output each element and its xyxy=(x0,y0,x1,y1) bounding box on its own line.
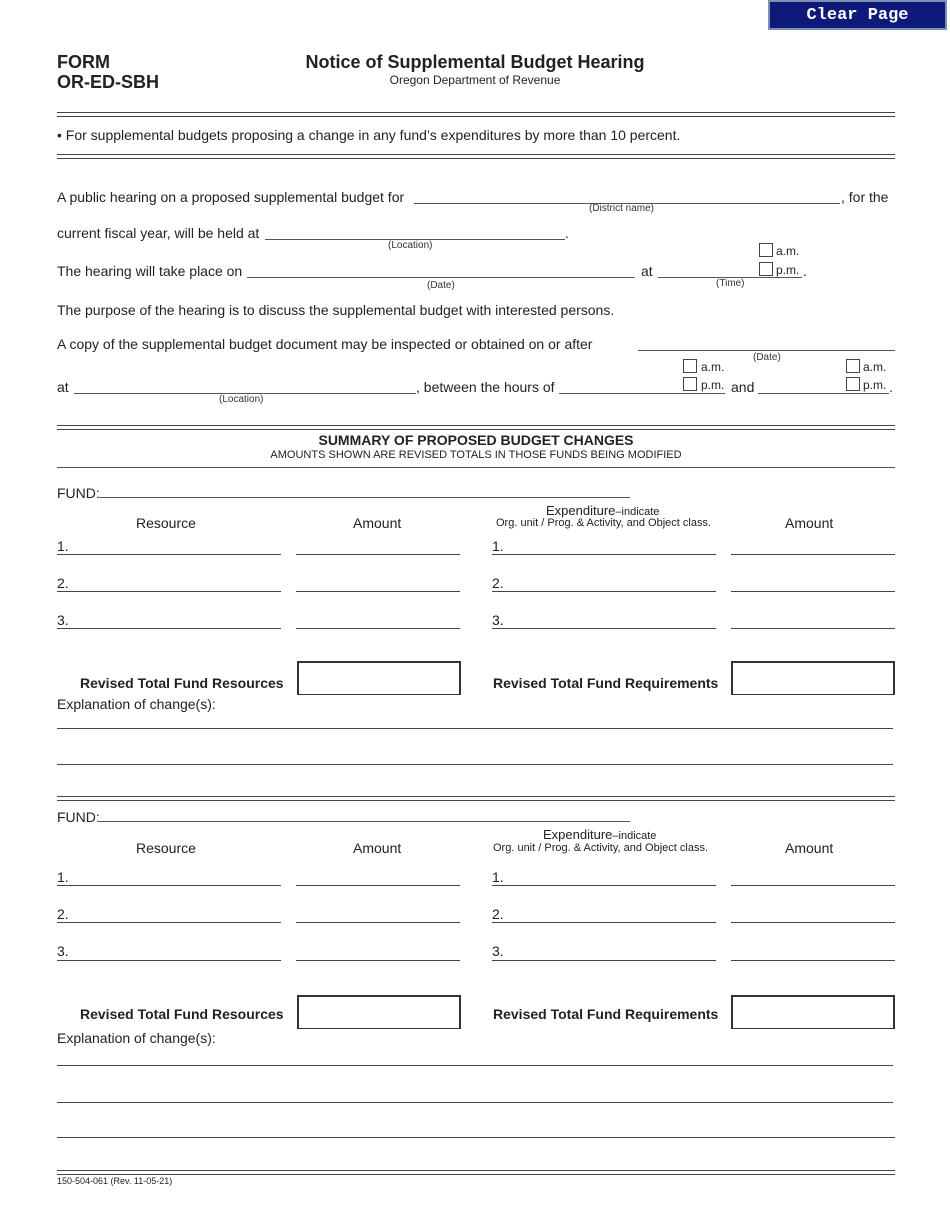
period: . xyxy=(889,379,893,395)
hearing-am-checkbox[interactable] xyxy=(759,243,773,257)
and-label: and xyxy=(731,379,755,395)
amount-header: Amount xyxy=(353,515,402,531)
total-resources-field[interactable] xyxy=(297,995,461,1029)
row-number: 3. xyxy=(492,943,504,959)
form-id: OR-ED-SBH xyxy=(57,72,159,92)
divider xyxy=(57,112,895,117)
copy-date-caption: (Date) xyxy=(753,352,781,363)
expenditure-amount-field-3[interactable] xyxy=(731,960,895,961)
resource-header: Resource xyxy=(136,515,196,531)
expenditure-header xyxy=(546,503,659,518)
hearing-line1-text: A public hearing on a proposed supplemental budget for xyxy=(57,189,405,205)
expenditure-amount-field-2[interactable] xyxy=(731,591,895,592)
expenditure-header xyxy=(543,827,656,842)
am-label: a.m. xyxy=(863,360,887,374)
total-resources-field[interactable] xyxy=(297,661,461,695)
hearing-line2-text: current fiscal year, will be held at xyxy=(57,225,260,241)
form-label: FORM xyxy=(57,52,110,72)
end-pm-checkbox[interactable] xyxy=(846,377,860,391)
explanation-line-3[interactable] xyxy=(57,1137,895,1138)
row-number: 3. xyxy=(492,612,504,628)
expenditure-field-1[interactable] xyxy=(492,554,716,555)
pm-label: p.m. xyxy=(863,378,887,392)
expenditure-header-label: Expenditure xyxy=(543,827,613,842)
purpose-text: The purpose of the hearing is to discuss the supplemental budget with interested persons. xyxy=(57,302,615,318)
fund-label: FUND: xyxy=(57,485,100,501)
expenditure-amount-field-3[interactable] xyxy=(731,628,895,629)
district-caption: (District name) xyxy=(589,203,655,214)
pm-label: p.m. xyxy=(776,263,800,277)
time-caption: (Time) xyxy=(716,278,745,289)
expenditure-indicate: –indicate xyxy=(615,506,660,518)
expenditure-field-2[interactable] xyxy=(492,922,716,923)
period: . xyxy=(803,263,807,279)
expenditure-subheader: Org. unit / Prog. & Activity, and Object class. xyxy=(496,517,711,529)
clear-page-button[interactable]: Clear Page xyxy=(768,0,947,30)
bullet-note: • For supplemental budgets proposing a change in any fund’s expenditures by more than 10 percent. xyxy=(57,127,681,143)
expenditure-field-3[interactable] xyxy=(492,628,716,629)
explanation-line-2[interactable] xyxy=(57,1102,893,1103)
am-label: a.m. xyxy=(776,244,800,258)
copy-location-caption: (Location) xyxy=(219,394,264,405)
expenditure-amount-field-1[interactable] xyxy=(731,885,895,886)
date-caption: (Date) xyxy=(427,280,455,291)
row-number: 2. xyxy=(57,575,69,591)
form-revision: 150-504-061 (Rev. 11-05-21) xyxy=(57,1176,173,1186)
expenditure-amount-field-2[interactable] xyxy=(731,922,895,923)
copy-line-text: A copy of the supplemental budget document may be inspected or obtained on or after xyxy=(57,336,593,352)
fund-label: FUND: xyxy=(57,809,100,825)
resource-amount-field-1[interactable] xyxy=(296,554,460,555)
divider xyxy=(57,1170,895,1175)
total-requirements-label: Revised Total Fund Requirements xyxy=(493,675,719,691)
total-requirements-field[interactable] xyxy=(731,995,895,1029)
row-number: 1. xyxy=(492,538,504,554)
end-hour-field[interactable] xyxy=(758,393,889,394)
row-number: 3. xyxy=(57,612,69,628)
location-caption: (Location) xyxy=(388,240,433,251)
total-requirements-label: Revised Total Fund Requirements xyxy=(493,1006,719,1022)
resource-field-3[interactable] xyxy=(57,628,281,629)
hearing-pm-checkbox[interactable] xyxy=(759,262,773,276)
resource-amount-field-1[interactable] xyxy=(296,885,460,886)
explanation-line-2[interactable] xyxy=(57,764,893,765)
resource-amount-field-2[interactable] xyxy=(296,922,460,923)
row-number: 1. xyxy=(57,538,69,554)
start-am-checkbox[interactable] xyxy=(683,359,697,373)
expenditure-amount-field-1[interactable] xyxy=(731,554,895,555)
resource-amount-field-3[interactable] xyxy=(296,628,460,629)
expenditure-subheader: Org. unit / Prog. & Activity, and Object class. xyxy=(493,842,708,854)
start-hour-field[interactable] xyxy=(559,393,725,394)
total-requirements-field[interactable] xyxy=(731,661,895,695)
explanation-label: Explanation of change(s): xyxy=(57,1030,216,1046)
amount-header: Amount xyxy=(353,840,402,856)
row-number: 2. xyxy=(492,575,504,591)
resource-amount-field-3[interactable] xyxy=(296,960,460,961)
hearing-line3-text: The hearing will take place on xyxy=(57,263,243,279)
explanation-line-1[interactable] xyxy=(57,1065,893,1066)
fund-name-field[interactable] xyxy=(99,821,630,822)
row-number: 1. xyxy=(57,869,69,885)
hearing-date-field[interactable] xyxy=(247,277,635,278)
divider xyxy=(57,425,895,430)
explanation-line-1[interactable] xyxy=(57,728,893,729)
amount-header: Amount xyxy=(785,840,834,856)
row-number: 1. xyxy=(492,869,504,885)
resource-field-1[interactable] xyxy=(57,554,281,555)
expenditure-indicate: –indicate xyxy=(612,830,657,842)
row-number: 3. xyxy=(57,943,69,959)
total-resources-label: Revised Total Fund Resources xyxy=(80,675,284,691)
start-pm-checkbox[interactable] xyxy=(683,377,697,391)
expenditure-field-2[interactable] xyxy=(492,591,716,592)
row-number: 2. xyxy=(492,906,504,922)
amount-header: Amount xyxy=(785,515,834,531)
at-label: at xyxy=(641,263,653,279)
am-label: a.m. xyxy=(701,360,725,374)
divider xyxy=(57,154,895,159)
expenditure-header-label: Expenditure xyxy=(546,503,616,518)
hearing-line2-end: . xyxy=(565,225,569,241)
copy-date-field[interactable] xyxy=(638,350,895,351)
end-am-checkbox[interactable] xyxy=(846,359,860,373)
resource-header: Resource xyxy=(136,840,196,856)
at-start: at xyxy=(57,379,69,395)
expenditure-field-1[interactable] xyxy=(492,885,716,886)
fund-name-field[interactable] xyxy=(99,497,630,498)
divider xyxy=(57,796,895,801)
total-resources-label: Revised Total Fund Resources xyxy=(80,1006,284,1022)
resource-field-1[interactable] xyxy=(57,885,281,886)
pm-label: p.m. xyxy=(701,378,725,392)
expenditure-field-3[interactable] xyxy=(492,960,716,961)
hearing-line1-end: , for the xyxy=(841,189,889,205)
row-number: 2. xyxy=(57,906,69,922)
agency-name: Oregon Department of Revenue xyxy=(389,73,561,87)
between-hours-text: , between the hours of xyxy=(416,379,555,395)
resource-amount-field-2[interactable] xyxy=(296,591,460,592)
page-title: Notice of Supplemental Budget Hearing xyxy=(305,52,645,72)
resource-field-2[interactable] xyxy=(57,591,281,592)
resource-field-3[interactable] xyxy=(57,960,281,961)
explanation-label: Explanation of change(s): xyxy=(57,696,216,712)
divider xyxy=(57,467,895,468)
resource-field-2[interactable] xyxy=(57,922,281,923)
summary-subtitle: AMOUNTS SHOWN ARE REVISED TOTALS IN THOSE FUNDS BEING MODIFIED xyxy=(270,449,682,461)
summary-title: SUMMARY OF PROPOSED BUDGET CHANGES xyxy=(318,432,634,448)
